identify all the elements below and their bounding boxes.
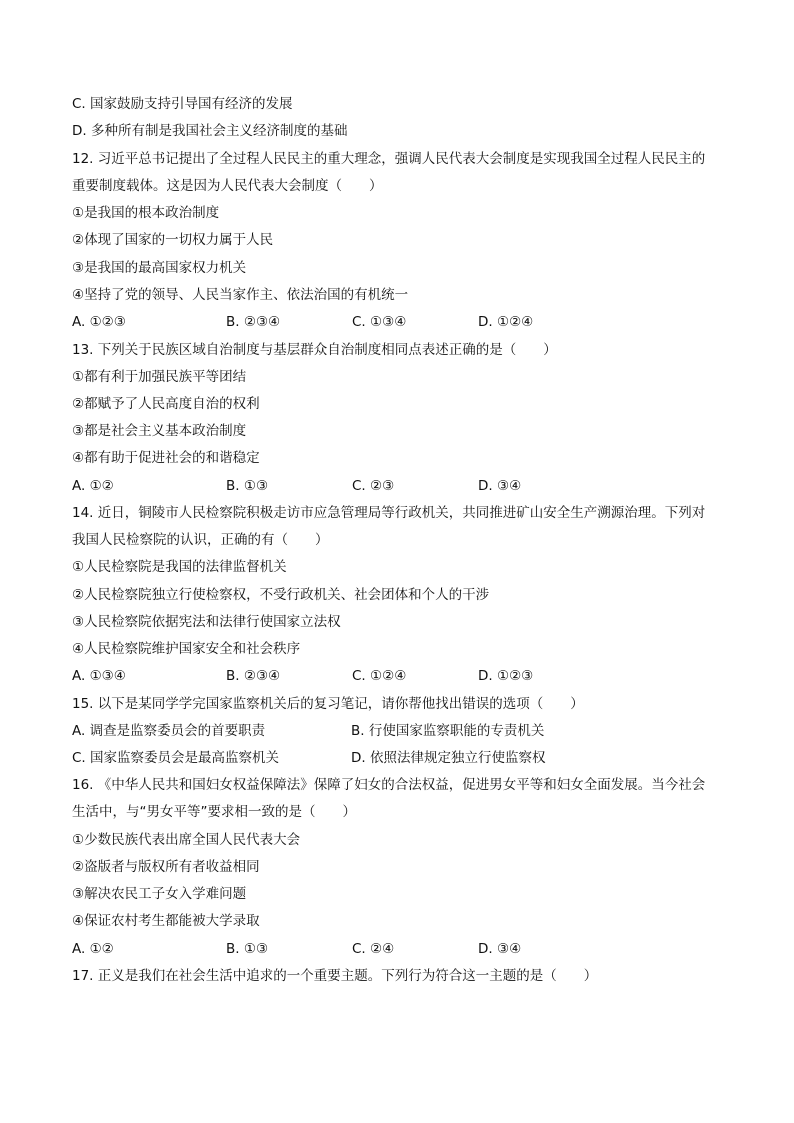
question-12-item-3: ③是我国的最高国家权力机关 [72, 260, 247, 276]
option-a: A. ①③④ [72, 668, 126, 684]
option-c: C. ①②④ [352, 668, 407, 684]
question-12-item-1: ①是我国的根本政治制度 [72, 205, 220, 221]
question-13-item-2: ②都赋予了人民高度自治的权利 [72, 396, 260, 412]
question-14-item-3: ③人民检察院依据宪法和法律行使国家立法权 [72, 614, 341, 630]
question-16-item-3: ③解决农民工子女入学难问题 [72, 886, 247, 902]
option-d: D. 依照法律规定独立行使监察权 [351, 750, 546, 766]
option-c: C. 国家监察委员会是最高监察机关 [72, 750, 280, 766]
option-a: A. ①② [72, 478, 114, 494]
option-b: B. ①③ [226, 941, 269, 957]
option-a: A. ①② [72, 941, 114, 957]
question-13-item-1: ①都有利于加强民族平等团结 [72, 369, 247, 385]
question-12-stem-line-1: 12. 习近平总书记提出了全过程人民民主的重大理念，强调人民代表大会制度是实现我国全过程人民民主的 [72, 151, 706, 167]
question-12-item-2: ②体现了国家的一切权力属于人民 [72, 232, 274, 248]
question-13-item-3: ③都是社会主义基本政治制度 [72, 423, 247, 439]
question-14-stem-line-1: 14. 近日，铜陵市人民检察院积极走访市应急管理局等行政机关，共同推进矿山安全生产溯源治理。下列对 [72, 505, 706, 521]
question-14-item-2: ②人民检察院独立行使检察权，不受行政机关、社会团体和个人的干涉 [72, 587, 490, 603]
option-line-d: D. 多种所有制是我国社会主义经济制度的基础 [72, 123, 348, 139]
question-16-stem-line-1: 16. 《中华人民共和国妇女权益保障法》保障了妇女的合法权益，促进男女平等和妇女全面发展。当今社会 [72, 777, 706, 793]
question-14-item-4: ④人民检察院维护国家安全和社会秩序 [72, 641, 301, 657]
option-b: B. ①③ [226, 478, 269, 494]
question-14-stem-line-2: 我国人民检察院的认识，正确的有（ ） [72, 532, 329, 548]
option-d: D. ③④ [478, 478, 522, 494]
question-17-stem: 17. 正义是我们在社会生活中追求的一个重要主题。下列行为符合这一主题的是（ ） [72, 968, 598, 984]
option-a: A. 调查是监察委员会的首要职责 [72, 723, 266, 739]
option-d: D. ①②③ [478, 668, 534, 684]
question-13-item-4: ④都有助于促进社会的和谐稳定 [72, 450, 260, 466]
option-b: B. 行使国家监察职能的专责机关 [351, 723, 545, 739]
option-d: D. ①②④ [478, 314, 534, 330]
question-12-item-4: ④坚持了党的领导、人民当家作主、依法治国的有机统一 [72, 287, 409, 303]
option-c: C. ②③ [352, 478, 395, 494]
question-16-item-4: ④保证农村考生都能被大学录取 [72, 913, 260, 929]
option-b: B. ②③④ [226, 668, 281, 684]
question-15-stem: 15. 以下是某同学学完国家监察机关后的复习笔记，请你帮他找出错误的选项（ ） [72, 696, 584, 712]
option-d: D. ③④ [478, 941, 522, 957]
question-12-stem-line-2: 重要制度载体。这是因为人民代表大会制度（ ） [72, 178, 383, 194]
question-16-stem-line-2: 生活中，与“男女平等”要求相一致的是（ ） [72, 804, 356, 820]
option-b: B. ②③④ [226, 314, 281, 330]
option-c: C. ①③④ [352, 314, 407, 330]
option-line-c: C. 国家鼓励支持引导国有经济的发展 [72, 96, 293, 112]
option-a: A. ①②③ [72, 314, 126, 330]
question-13-stem: 13. 下列关于民族区域自治制度与基层群众自治制度相同点表述正确的是（ ） [72, 342, 557, 358]
option-c: C. ②④ [352, 941, 395, 957]
question-16-item-1: ①少数民族代表出席全国人民代表大会 [72, 832, 301, 848]
question-14-item-1: ①人民检察院是我国的法律监督机关 [72, 559, 287, 575]
question-16-item-2: ②盗版者与版权所有者收益相同 [72, 859, 260, 875]
